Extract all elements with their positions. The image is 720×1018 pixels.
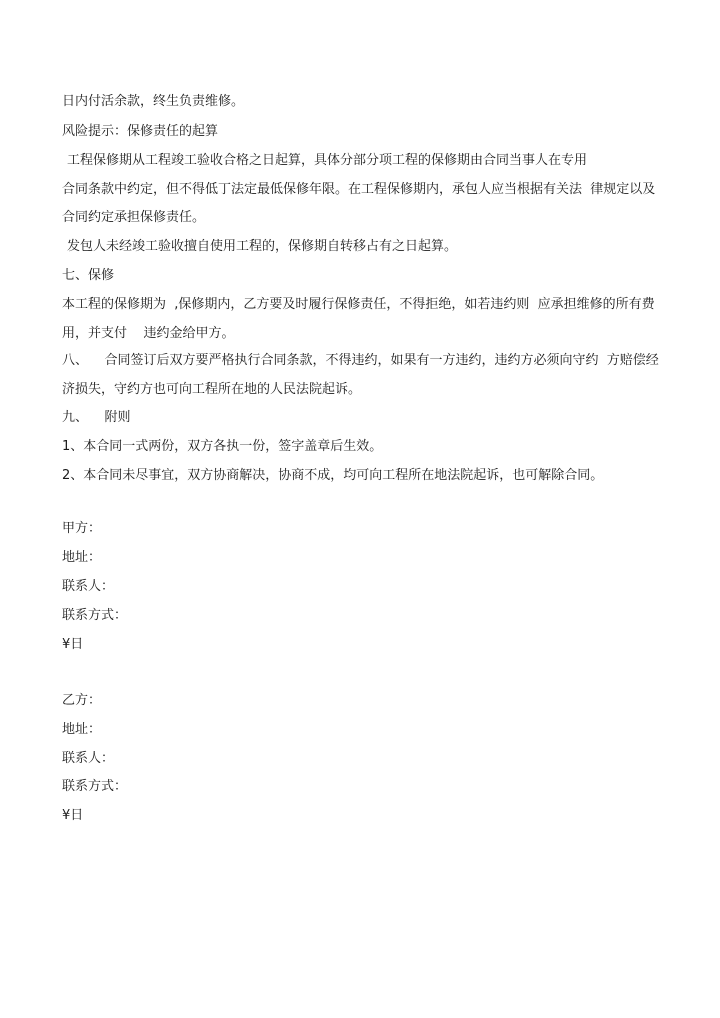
- party-b-contact-method-label: 联系方式：: [62, 779, 128, 794]
- section-8-line-1: 八、 合同签订后双方要严格执行合同条款，不得违约，如果有一方违约，违约方必须向守约 方赔偿经: [62, 353, 659, 368]
- body-line-5: 合同约定承担保修责任。: [62, 210, 206, 225]
- clause-1: 1、本合同一式两份，双方各执一份，签字盖章后生效。: [62, 439, 383, 454]
- risk-heading: 风险提示：保修责任的起算: [62, 124, 219, 139]
- party-a-date-label: ¥日: [62, 637, 84, 652]
- party-b-date-label: ¥日: [62, 808, 84, 823]
- section-8-line-2: 济损失，守约方也可向工程所在地的人民法院起诉。: [62, 382, 362, 397]
- body-line-3: 工程保修期从工程竣工验收合格之日起算，具体分部分项工程的保修期由合同当事人在专用: [67, 153, 588, 168]
- section-9-heading: 九、 附则: [62, 410, 131, 425]
- party-a-label: 甲方：: [62, 521, 102, 536]
- party-a-contact-method-label: 联系方式：: [62, 608, 128, 623]
- body-line-6: 发包人未经竣工验收擅自使用工程的，保修期自转移占有之日起算。: [67, 239, 458, 254]
- body-line-1: 日内付活余款，终生负责维修。: [62, 94, 245, 109]
- body-line-4: 合同条款中约定，但不得低丁法定最低保修年限。在工程保修期内，承包人应当根据有关法 律规定以及: [62, 182, 656, 197]
- party-a-address-label: 地址：: [62, 550, 102, 565]
- section-7-heading: 七、保修: [62, 268, 115, 283]
- clause-2: 2、本合同未尽事宜，双方协商解决，协商不成，均可向工程所在地法院起诉，也可解除合同。: [62, 468, 604, 483]
- party-a-contact-label: 联系人：: [62, 579, 115, 594]
- body-line-9: 用，并支付 违约金给甲方。: [62, 326, 235, 341]
- party-b-contact-label: 联系人：: [62, 751, 115, 766]
- party-b-address-label: 地址：: [62, 722, 102, 737]
- party-b-label: 乙方：: [62, 693, 102, 708]
- body-line-8: 本工程的保修期为 ,保修期内，乙方要及时履行保修责任，不得拒绝，如若违约则 应承担维修的所有费: [62, 297, 655, 312]
